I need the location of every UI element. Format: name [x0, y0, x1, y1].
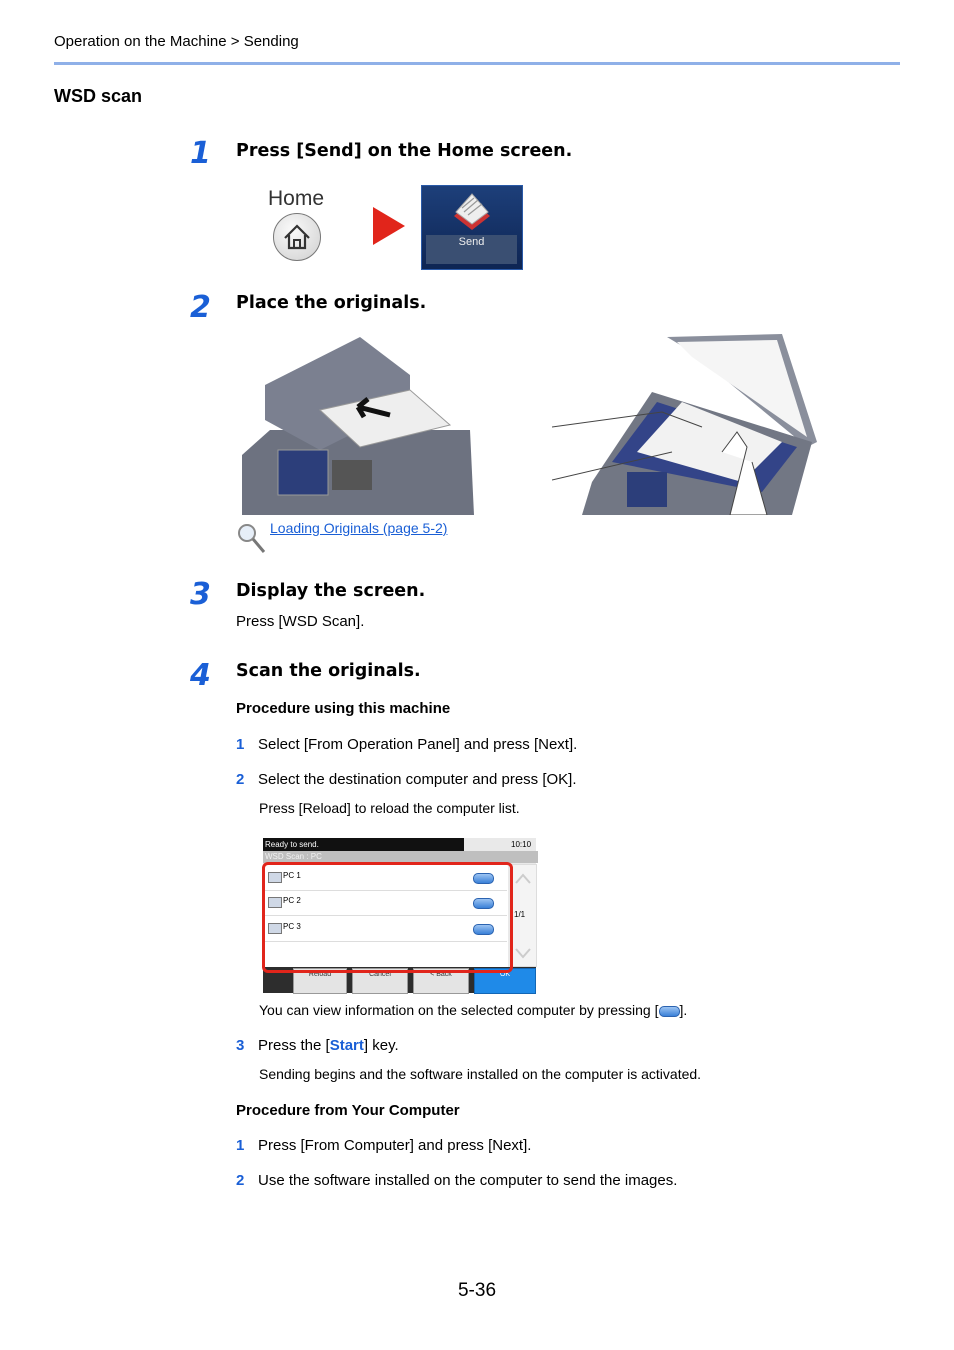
step-3-body: Press [WSD Scan].: [236, 613, 365, 630]
home-label: Home: [268, 187, 325, 210]
info-button-icon: [659, 1006, 680, 1017]
header-rule: [54, 62, 900, 65]
panel-status: Ready to send.: [263, 838, 464, 851]
document-feeder-illustration: [240, 335, 476, 515]
sending-note: Sending begins and the software installed on the computer is activated.: [259, 1066, 702, 1082]
arrow-right-icon: [373, 207, 405, 245]
machine-step-2-number: 2: [236, 771, 245, 788]
reference-magnifier-icon: [236, 522, 266, 554]
machine-step-3-number: 3: [236, 1037, 245, 1054]
computer-step-2-number: 2: [236, 1172, 245, 1189]
start-key-label: Start: [329, 1037, 364, 1054]
computer-step-1-text: Press [From Computer] and press [Next].: [258, 1137, 532, 1154]
machine-step-1-number: 1: [236, 736, 245, 753]
machine-step-2-text: Select the destination computer and press [OK].: [258, 771, 577, 788]
pc-row-label: PC 3: [283, 922, 301, 931]
computer-step-2-text: Use the software installed on the computer to send the images.: [258, 1172, 678, 1189]
step-2-title: Place the originals.: [236, 293, 427, 313]
pc-row-label: PC 1: [283, 871, 301, 880]
platen-illustration: [552, 332, 820, 515]
panel-page-indicator: 1/1: [514, 910, 526, 919]
section-title: WSD scan: [54, 86, 143, 106]
step-3-title: Display the screen.: [236, 581, 426, 601]
page-number: [0, 1280, 954, 1302]
machine-procedure-heading: Procedure using this machine: [236, 700, 451, 717]
back-button[interactable]: < Back: [413, 968, 469, 994]
info-note-end: ].: [679, 1002, 688, 1018]
home-icon: [274, 214, 320, 260]
send-document-icon: [422, 186, 522, 236]
info-note-text: You can view information on the selected computer by pressing [: [259, 1002, 659, 1018]
ok-button[interactable]: OK: [474, 968, 536, 994]
reload-note: Press [Reload] to reload the computer list.: [259, 800, 520, 816]
reload-button[interactable]: Reload: [293, 968, 347, 994]
computer-step-1-number: 1: [236, 1137, 245, 1154]
step-4-title: Scan the originals.: [236, 661, 421, 681]
step-1-title: Press [Send] on the Home screen.: [236, 141, 573, 161]
page-number-text: 5-36: [457, 1280, 497, 1301]
step-4-number: 4: [190, 658, 211, 693]
step-1-number: 1: [190, 136, 211, 171]
info-note: [259, 1002, 687, 1018]
home-button[interactable]: [273, 213, 321, 261]
selection-highlight: [262, 862, 513, 973]
machine-step-2: [236, 771, 577, 788]
machine-step-1: [236, 736, 577, 753]
pc-row-label: PC 2: [283, 896, 301, 905]
loading-originals-link[interactable]: Loading Originals (page 5-2): [270, 520, 448, 536]
step-2-number: 2: [190, 290, 211, 325]
computer-step-2: [236, 1172, 677, 1189]
machine-step-3: [236, 1037, 399, 1054]
cancel-button[interactable]: Cancel: [352, 968, 408, 994]
machine-step-1-text: Select [From Operation Panel] and press [Next].: [258, 736, 578, 753]
breadcrumb: Operation on the Machine > Sending: [54, 33, 299, 50]
machine-step-3-text-a: Press the [: [258, 1037, 330, 1054]
step-3-number: 3: [190, 577, 211, 612]
panel-time: 10:10: [511, 840, 532, 849]
machine-step-3-text-b: ] key.: [363, 1037, 399, 1054]
panel-title: WSD Scan : PC: [263, 851, 538, 863]
computer-procedure-heading: Procedure from Your Computer: [236, 1102, 460, 1119]
send-label: Send: [426, 235, 517, 264]
computer-step-1: [236, 1137, 531, 1154]
